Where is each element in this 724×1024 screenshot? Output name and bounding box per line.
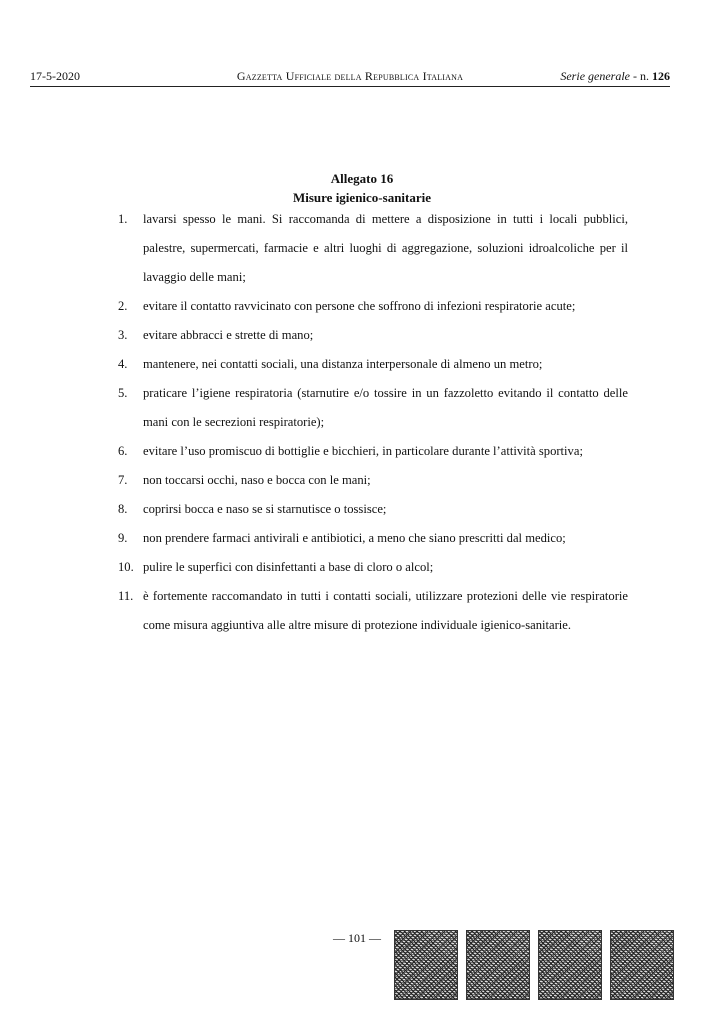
barcode-strip [394,930,674,1000]
datamatrix-code [610,930,674,1000]
series-separator: - n. [630,69,652,83]
list-item [118,524,628,553]
item-text: praticare l’igiene respiratoria (starnutire e/o tossire in un fazzoletto evitando il contatto delle mani con le secrezioni respiratorie); [143,386,628,429]
item-number: 9. [118,531,128,545]
list-item [118,321,628,350]
list-item [118,553,628,582]
list-item [118,205,628,292]
item-number: 6. [118,444,128,458]
item-number: 3. [118,328,128,342]
item-number: 10. [118,560,134,574]
page-number: — 101 — [333,931,381,945]
datamatrix-code [538,930,602,1000]
item-text: coprirsi bocca e naso se si starnutisce o tossisce; [143,502,387,516]
item-number: 8. [118,502,128,516]
series-label: Serie generale [560,69,630,83]
list-item [118,437,628,466]
item-text: lavarsi spesso le mani. Si raccomanda di mettere a disposizione in tutti i locali pubblici, palestre, supermercati, farmacie e altri luoghi di aggregazione, soluzioni idroalcoliche per il lavaggio delle mani; [143,212,628,284]
item-number: 1. [118,212,128,226]
item-text: evitare il contatto ravvicinato con persone che soffrono di infezioni respiratorie acute; [143,299,576,313]
item-number: 2. [118,299,128,313]
item-text: è fortemente raccomandato in tutti i contatti sociali, utilizzare protezioni delle vie respiratorie come misura aggiuntiva alle altre misure di protezione individuale igienico-sanitarie. [143,589,628,632]
annex-title: Allegato 16 [330,171,394,186]
item-number: 5. [118,386,128,400]
item-text: non toccarsi occhi, naso e bocca con le mani; [143,473,371,487]
item-number: 7. [118,473,128,487]
gazette-title: Gazzetta Ufficiale della Repubblica Italiana [236,69,464,83]
item-number: 11. [118,589,134,603]
item-text: non prendere farmaci antivirali e antibiotici, a meno che siano prescritti dal medico; [143,531,566,545]
item-text: evitare l’uso promiscuo di bottiglie e bicchieri, in particolare durante l’attività sportiva; [143,444,583,458]
item-text: pulire le superfici con disinfettanti a base di cloro o alcol; [143,560,434,574]
header-rule [30,86,670,87]
header-date: 17-5-2020 [30,69,80,83]
datamatrix-code [466,930,530,1000]
list-item [118,292,628,321]
list-item [118,350,628,379]
list-item [118,379,628,437]
list-item [118,582,628,640]
item-text: mantenere, nei contatti sociali, una distanza interpersonale di almeno un metro; [143,357,543,371]
annex-subtitle: Misure igienico-sanitarie [292,190,432,205]
list-item [118,495,628,524]
list-item [118,466,628,495]
series-number: 126 [652,69,670,83]
datamatrix-code [394,930,458,1000]
item-text: evitare abbracci e strette di mano; [143,328,314,342]
item-number: 4. [118,357,128,371]
measures-list [118,205,628,640]
page-header [30,66,670,86]
series-info [560,66,670,86]
